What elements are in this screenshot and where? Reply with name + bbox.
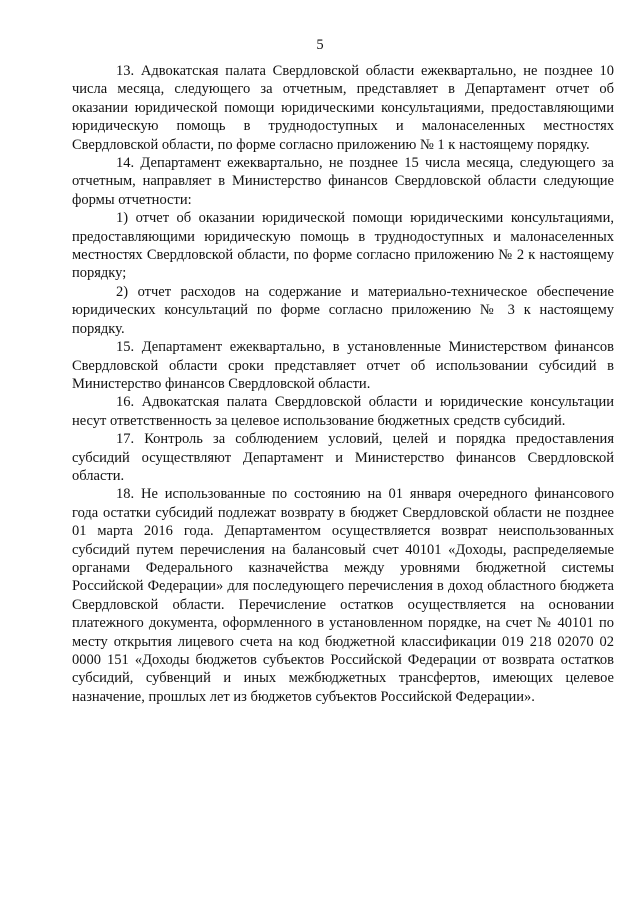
paragraph-17: 17. Контроль за соблюдением условий, целей и порядка предоставления субсидий осуществляют Департамент и Министерство финансов Свердловской области. [72, 431, 614, 484]
paragraph-13: 13. Адвокатская палата Свердловской области ежеквартально, не позднее 10 числа месяца, следующего за отчетным, представляет в Департамент отчет об оказании юридической помощи юридическими консультациями, предоставляющими юридическую помощь в труднодоступных и малонаселенных местностях Свердловской области, по форме согласно приложению № 1 к настоящему порядку. [72, 63, 614, 153]
paragraph-16: 16. Адвокатская палата Свердловской области и юридические консультации несут ответственность за целевое использование бюджетных средств субсидий. [72, 394, 614, 429]
paragraph-18: 18. Не использованные по состоянию на 01 января очередного финансового года остатки субсидий подлежат возврату в бюджет Свердловской области не позднее 01 марта 2016 года. Департаментом осуществляется возврат неиспользованных субсидий путем перечисления на балансовый счет 40101 «Доходы, распределяемые органами Федерального казначейства между уровнями бюджетной системы Российской Федерации» для последующего перечисления в доход областного бюджета Свердловской области. Перечисление остатков осуществляется на основании платежного документа, оформленного в установленном порядке, на счет № 40101 по месту открытия лицевого счета на код бюджетной классификации 019 218 02070 02 0000 151 «Доходы бюджетов субъектов Российской Федерации от возврата остатков субсидий, субвенций и иных межбюджетных трансфертов, имеющих целевое назначение, прошлых лет из бюджетов субъектов Российской Федерации». [72, 486, 614, 705]
document-body [72, 62, 614, 706]
paragraph-14-item-1: 1) отчет об оказании юридической помощи юридическими консультациями, предоставляющими юридическую помощь в труднодоступных и малонаселенных местностях Свердловской области, по форме согласно приложению № 2 к настоящему порядку; [72, 210, 614, 282]
paragraph-15: 15. Департамент ежеквартально, в установленные Министерством финансов Свердловской области сроки представляет отчет об использовании субсидий в Министерство финансов Свердловской области. [72, 339, 614, 392]
page-number: 5 [316, 37, 324, 53]
paragraph-14: 14. Департамент ежеквартально, не позднее 15 числа месяца, следующего за отчетным, направляет в Министерство финансов Свердловской области следующие формы отчетности: [72, 155, 614, 208]
paragraph-14-item-2: 2) отчет расходов на содержание и материально-техническое обеспечение юридических консультаций по форме согласно приложению № 3 к настоящему порядку. [72, 283, 614, 337]
